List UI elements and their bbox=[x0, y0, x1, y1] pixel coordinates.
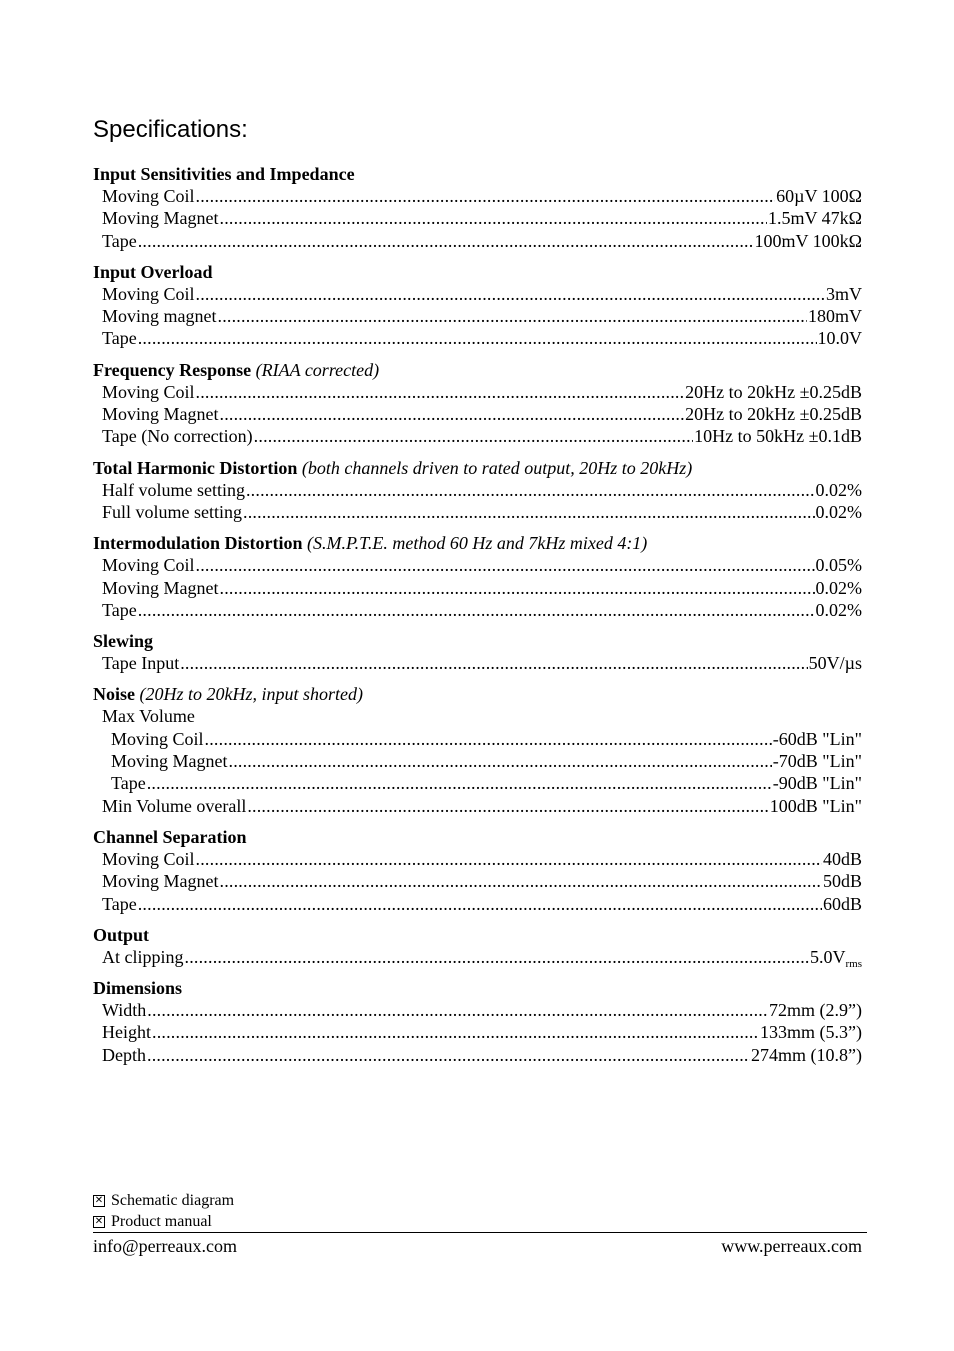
specifications-list bbox=[93, 163, 862, 1075]
spec-value: 10.0V bbox=[817, 328, 862, 349]
dot-leader bbox=[220, 207, 767, 229]
checklist-item-schematic bbox=[93, 1190, 234, 1211]
section-output bbox=[93, 924, 862, 968]
footer-website: www.perreaux.com bbox=[721, 1236, 862, 1256]
dot-leader bbox=[243, 501, 814, 523]
document-checklist bbox=[93, 1190, 234, 1232]
dot-leader bbox=[196, 381, 685, 403]
spec-row bbox=[93, 599, 862, 621]
spec-label: Moving Coil bbox=[102, 186, 195, 206]
dot-leader bbox=[147, 999, 768, 1021]
dot-leader bbox=[254, 425, 693, 447]
spec-value: -60dB "Lin" bbox=[772, 728, 862, 749]
dot-leader bbox=[152, 1021, 759, 1043]
spec-value: -70dB "Lin" bbox=[772, 751, 862, 772]
checklist-label: Schematic diagram bbox=[111, 1191, 235, 1209]
spec-label: Moving Coil bbox=[102, 848, 195, 869]
spec-label: Tape bbox=[102, 328, 137, 349]
spec-row bbox=[93, 1044, 862, 1066]
spec-value: 0.02% bbox=[815, 501, 862, 522]
spec-row bbox=[93, 728, 862, 750]
section-input-overload bbox=[93, 261, 862, 350]
checklist-label: Product manual bbox=[111, 1212, 212, 1230]
spec-row bbox=[93, 750, 862, 772]
spec-label: Min Volume overall bbox=[102, 795, 247, 816]
spec-value: 10Hz to 50kHz ±0.1dB bbox=[694, 426, 862, 447]
spec-row bbox=[93, 795, 862, 817]
dot-leader bbox=[196, 848, 822, 870]
section-noise bbox=[93, 683, 862, 816]
dot-leader bbox=[147, 772, 772, 794]
spec-row bbox=[93, 207, 862, 229]
dot-leader bbox=[138, 230, 754, 252]
spec-label: Moving Coil bbox=[111, 728, 204, 749]
spec-row bbox=[93, 946, 862, 968]
spec-value: 0.02% bbox=[815, 599, 862, 620]
section-slewing bbox=[93, 630, 862, 674]
noise-subheading: Max Volume bbox=[102, 706, 195, 727]
spec-value: 60dB bbox=[822, 893, 862, 914]
spec-value: 274mm (10.8”) bbox=[751, 1044, 862, 1065]
spec-value: 50dB bbox=[822, 871, 862, 892]
spec-row bbox=[93, 381, 862, 403]
section-heading: Slewing bbox=[93, 631, 154, 652]
spec-row bbox=[93, 425, 862, 447]
section-note: (both channels driven to rated output, 20Hz to 20kHz) bbox=[301, 457, 693, 478]
spec-label: Height bbox=[102, 1022, 151, 1043]
spec-value: 0.02% bbox=[815, 577, 862, 598]
section-input-sensitivities bbox=[93, 163, 862, 252]
dot-leader bbox=[185, 946, 810, 968]
spec-value: 100mV 100kΩ bbox=[754, 230, 862, 251]
spec-row bbox=[93, 403, 862, 425]
checklist-item-manual bbox=[93, 1211, 234, 1232]
spec-value: $5.0V_{rms}$ bbox=[810, 946, 862, 970]
spec-label: Moving Coil bbox=[102, 555, 195, 576]
dot-leader bbox=[229, 750, 772, 772]
spec-value: 1.5mV 47kΩ bbox=[767, 208, 862, 229]
spec-row bbox=[93, 893, 862, 915]
dot-leader bbox=[220, 870, 822, 892]
spec-label: Moving Magnet bbox=[102, 404, 219, 425]
footer-divider bbox=[93, 1232, 867, 1233]
section-heading: Intermodulation Distortion (S.M.P.T.E. method 60 Hz and 7kHz mixed 4:1) bbox=[93, 533, 648, 554]
spec-value: 20Hz to 20kHz ±0.25dB bbox=[685, 381, 862, 402]
section-heading: Output bbox=[93, 924, 150, 945]
section-heading: Dimensions bbox=[93, 978, 183, 999]
dot-leader bbox=[196, 185, 776, 207]
section-intermodulation-distortion bbox=[93, 532, 862, 621]
spec-row bbox=[93, 554, 862, 576]
dot-leader bbox=[138, 599, 815, 621]
spec-label: Full volume setting bbox=[102, 501, 243, 522]
spec-value: -90dB "Lin" bbox=[772, 773, 862, 794]
spec-value: 0.05% bbox=[815, 555, 862, 576]
section-heading: Total Harmonic Distortion (both channels driven to rated output, 20Hz to 20kHz) bbox=[93, 457, 693, 478]
dot-leader bbox=[138, 893, 822, 915]
spec-label: Depth bbox=[102, 1044, 146, 1065]
spec-row bbox=[93, 772, 862, 794]
spec-row bbox=[93, 305, 862, 327]
section-heading: Noise (20Hz to 20kHz, input shorted) bbox=[93, 684, 363, 705]
dot-leader bbox=[246, 479, 815, 501]
dot-leader bbox=[138, 327, 817, 349]
spec-label: Tape bbox=[111, 773, 146, 794]
spec-label: Width bbox=[102, 1000, 147, 1021]
spec-value: 40dB bbox=[822, 848, 862, 869]
section-heading: Input Sensitivities and Impedance bbox=[93, 164, 355, 184]
dot-leader bbox=[196, 554, 815, 576]
section-frequency-response bbox=[93, 359, 862, 448]
spec-value: 100dB "Lin" bbox=[769, 795, 862, 816]
spec-label: Half volume setting bbox=[102, 479, 245, 500]
dot-leader bbox=[220, 403, 685, 425]
spec-row bbox=[93, 230, 862, 252]
dot-leader bbox=[218, 305, 808, 327]
section-dimensions bbox=[93, 977, 862, 1066]
dot-leader bbox=[205, 728, 772, 750]
spec-label: Moving Magnet bbox=[102, 871, 219, 892]
spec-row bbox=[93, 1021, 862, 1043]
spec-row bbox=[93, 185, 862, 207]
dot-leader bbox=[147, 1044, 750, 1066]
spec-label: Moving Magnet bbox=[111, 751, 228, 772]
checked-box-icon: ✕ bbox=[94, 1194, 104, 1206]
spec-row bbox=[93, 848, 862, 870]
spec-label: Tape (No correction) bbox=[102, 426, 253, 447]
spec-row bbox=[93, 999, 862, 1021]
section-note: (S.M.P.T.E. method 60 Hz and 7kHz mixed 4:1) bbox=[307, 533, 648, 554]
page-title: Specifications: bbox=[93, 116, 248, 143]
section-channel-separation bbox=[93, 826, 862, 915]
spec-label: Moving Coil bbox=[102, 381, 195, 402]
spec-label: Tape bbox=[102, 599, 137, 620]
spec-row bbox=[93, 479, 862, 501]
spec-value: 72mm (2.9”) bbox=[769, 1000, 862, 1021]
spec-row bbox=[93, 501, 862, 523]
unit-subscript: rms bbox=[845, 957, 862, 970]
spec-label: Tape Input bbox=[102, 653, 180, 674]
spec-label: Tape bbox=[102, 893, 137, 914]
section-heading: Frequency Response (RIAA corrected) bbox=[93, 359, 380, 380]
spec-label: Moving Coil bbox=[102, 283, 195, 304]
spec-value: 20Hz to 20kHz ±0.25dB bbox=[685, 404, 862, 425]
spec-value: 50V/µs bbox=[808, 653, 862, 674]
spec-value: 60µV 100Ω bbox=[776, 186, 862, 206]
section-heading: Channel Separation bbox=[93, 826, 247, 847]
dot-leader bbox=[196, 283, 825, 305]
spec-label: Moving Magnet bbox=[102, 208, 219, 229]
spec-value: 0.02% bbox=[815, 479, 862, 500]
spec-row bbox=[93, 327, 862, 349]
spec-row bbox=[93, 283, 862, 305]
footer-email: info@perreaux.com bbox=[93, 1236, 238, 1256]
spec-value: 3mV bbox=[826, 283, 862, 304]
spec-label: At clipping bbox=[102, 946, 184, 967]
spec-label: Moving magnet bbox=[102, 306, 217, 327]
spec-value: 133mm (5.3”) bbox=[760, 1022, 862, 1043]
dot-leader bbox=[247, 795, 768, 817]
section-total-harmonic-distortion bbox=[93, 457, 862, 524]
checked-box-icon: ✕ bbox=[94, 1215, 104, 1227]
spec-row bbox=[93, 870, 862, 892]
dot-leader bbox=[220, 577, 815, 599]
spec-label: Moving Magnet bbox=[102, 577, 219, 598]
section-heading: Input Overload bbox=[93, 261, 213, 282]
spec-value: 180mV bbox=[808, 306, 862, 327]
spec-row bbox=[93, 652, 862, 674]
spec-label: Tape bbox=[102, 230, 137, 251]
dot-leader bbox=[180, 652, 807, 674]
section-note: (20Hz to 20kHz, input shorted) bbox=[139, 684, 363, 705]
spec-row bbox=[93, 577, 862, 599]
section-note: (RIAA corrected) bbox=[255, 359, 380, 380]
